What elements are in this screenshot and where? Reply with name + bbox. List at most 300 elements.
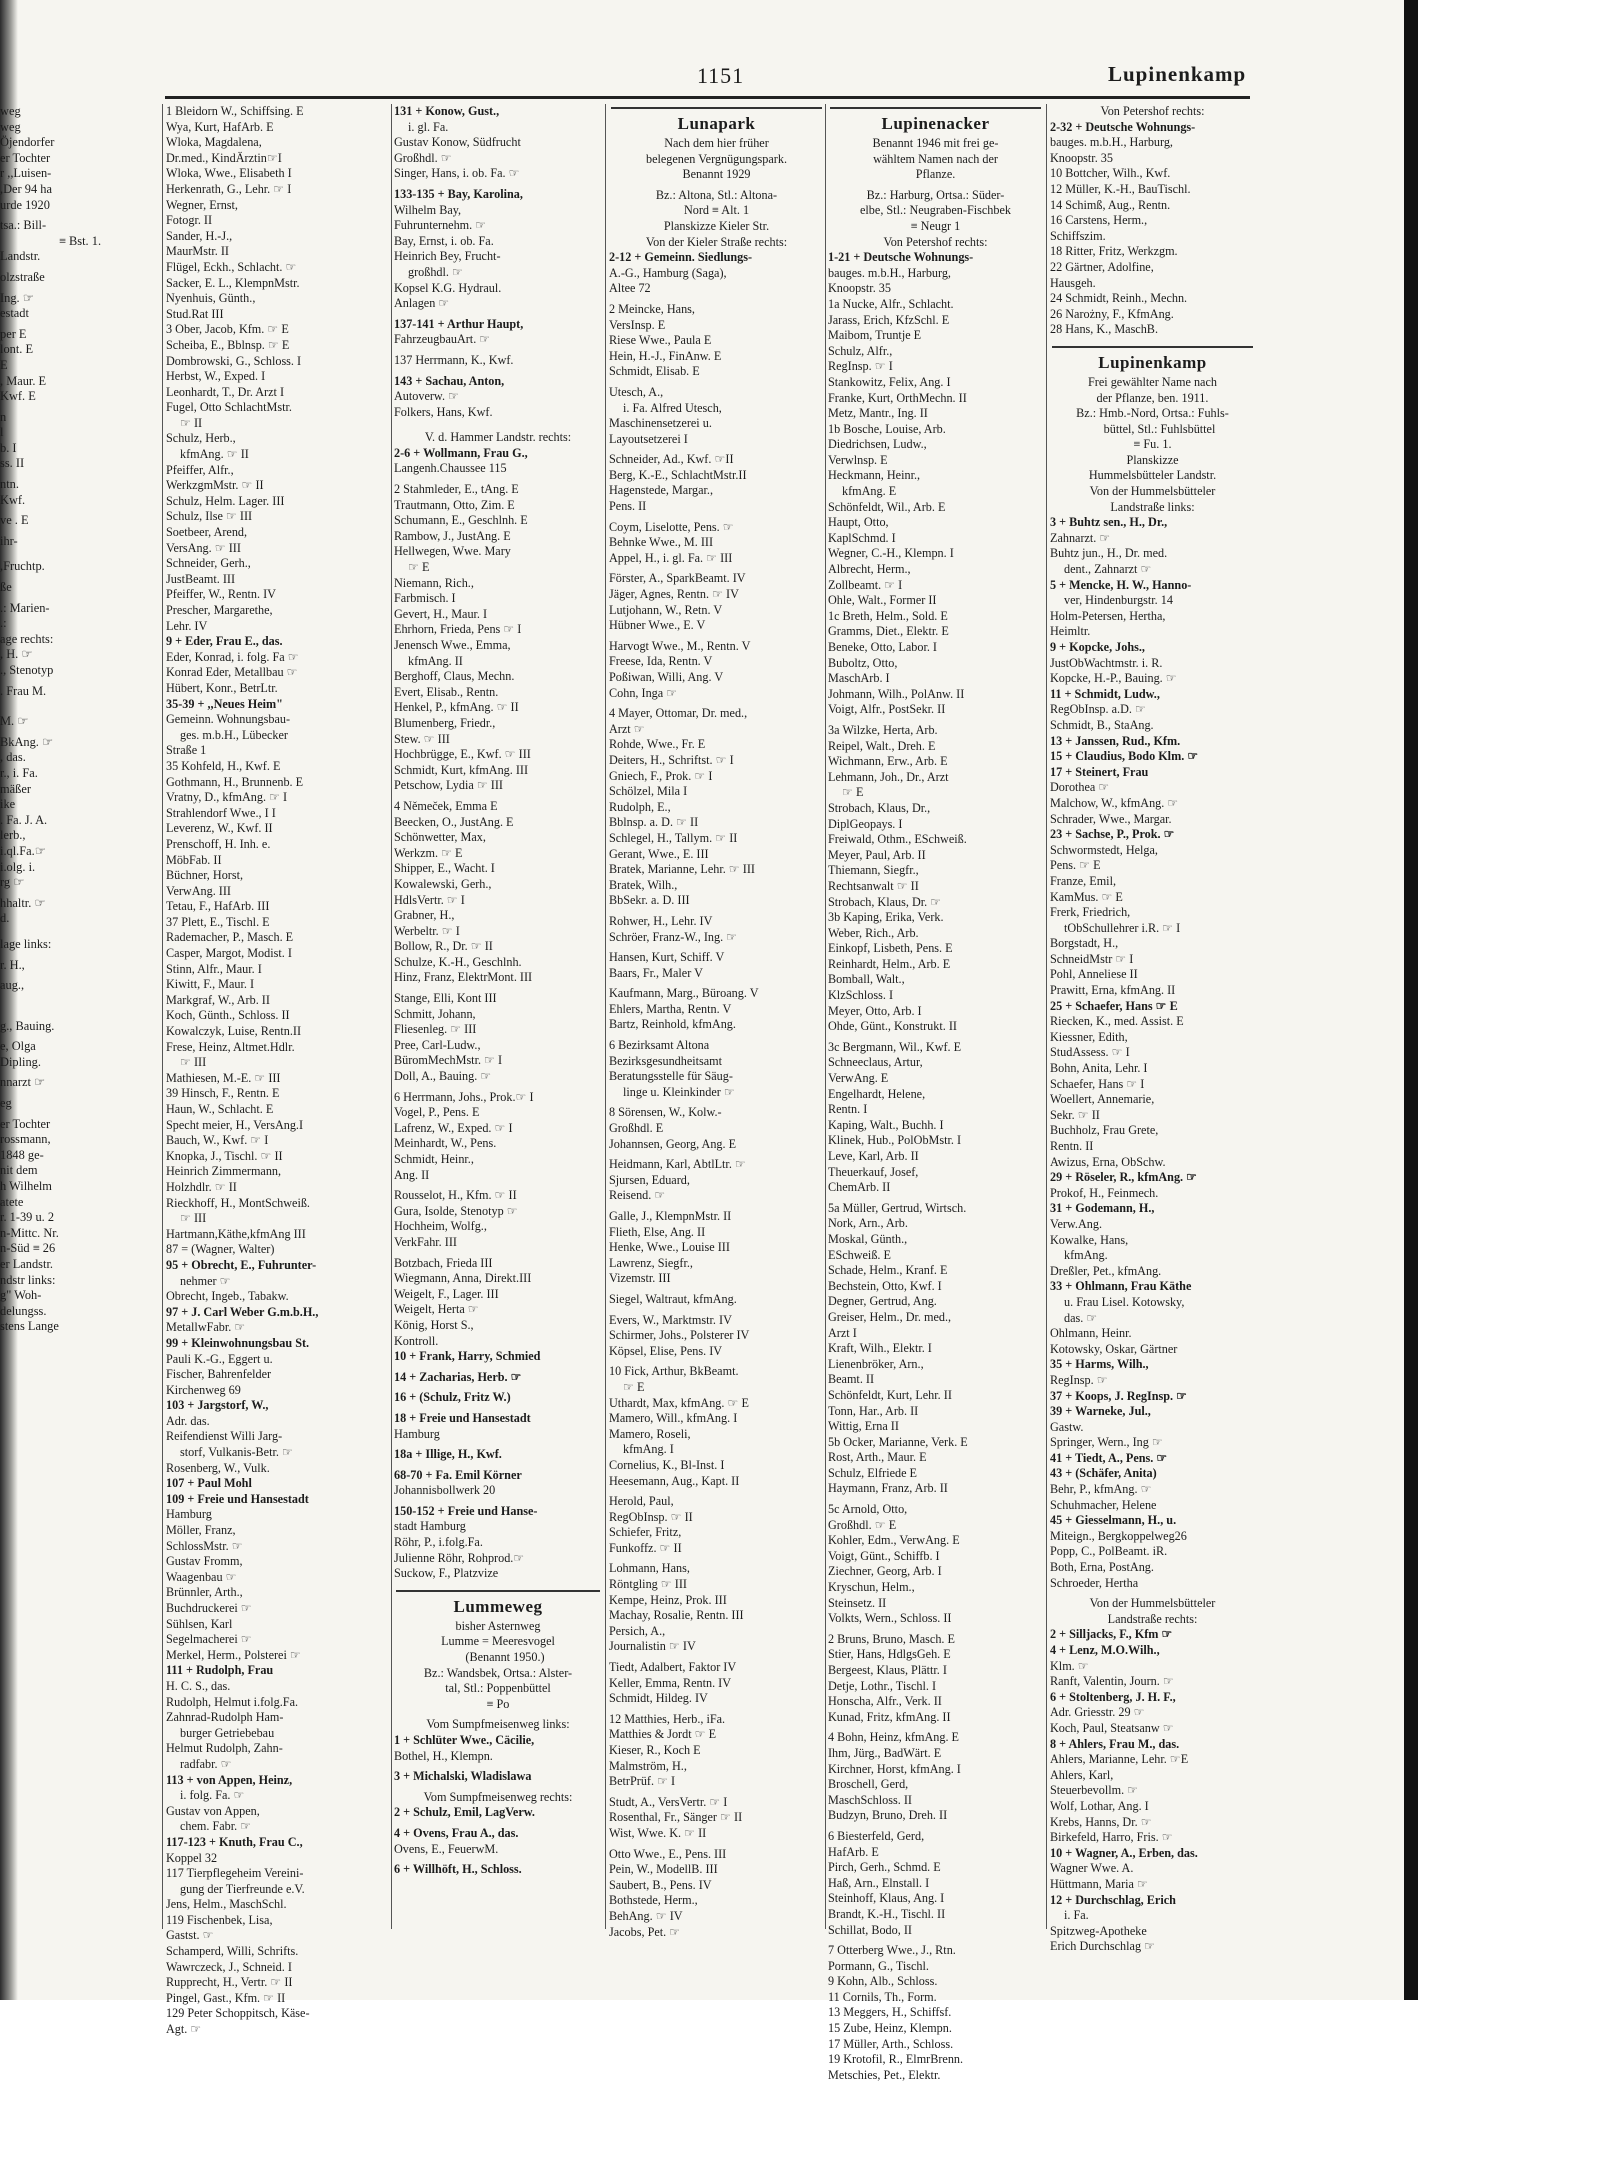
directory-line: 107 + Paul Mohl [166, 1476, 252, 1491]
directory-line: Landstraße links: [1110, 499, 1195, 514]
directory-line: Gastst. ☞ [166, 1928, 214, 1943]
directory-line: 18 + Freie und Hansestadt [394, 1410, 531, 1425]
section-rule [1052, 346, 1253, 348]
directory-line: 12 + Durchschlag, Erich [1050, 1892, 1176, 1907]
directory-line: Rentn. II [1050, 1139, 1094, 1153]
directory-line: ,Der 94 ha [0, 181, 52, 196]
directory-line: Maibom, Truntje E [828, 328, 922, 343]
directory-line: Berghoff, Claus, Mechn. [394, 669, 515, 684]
directory-line: Kryschun, Helm., [828, 1580, 915, 1595]
directory-line: dent., Zahnarzt ☞ [1064, 562, 1152, 577]
directory-line: Koch, Günth., Schloss. II [166, 1008, 290, 1023]
directory-line: . Frau M. [0, 683, 47, 698]
directory-line: 97 + J. Carl Weber G.m.b.H., [166, 1304, 319, 1319]
directory-line: nit dem [0, 1163, 38, 1178]
directory-line: Stud.Rat III [166, 306, 224, 321]
directory-line: 68-70 + Fa. Emil Körner [394, 1467, 522, 1482]
column-divider [605, 104, 606, 1929]
directory-line: Henkel, P., kfmAng. ☞ II [394, 700, 519, 715]
directory-line: Beamt. II [828, 1372, 875, 1387]
directory-line: Leonhardt, T., Dr. Arzt I [166, 384, 285, 399]
directory-line: Buhtz jun., H., Dr. med. [1050, 546, 1168, 561]
directory-line: Helmut Rudolph, Zahn- [166, 1741, 283, 1756]
directory-line: 2-12 + Gemeinn. Siedlungs- [609, 250, 753, 265]
directory-line: Rosenberg, W., Vulk. [166, 1460, 270, 1475]
directory-line: per E [0, 326, 27, 341]
directory-line: Ehrhorn, Frieda, Pens ☞ I [394, 622, 522, 637]
directory-line: Ohlmann, Heinr. [1050, 1326, 1132, 1341]
directory-line: MetallwFabr. ☞ [166, 1320, 246, 1335]
directory-line: Rechtsanwalt ☞ II [828, 878, 919, 893]
directory-line: Frei gewählter Name nach [1088, 374, 1217, 389]
directory-line: Ohle, Walt., Former II [828, 593, 937, 608]
directory-line: kfmAng. I [623, 1442, 674, 1457]
directory-line: Bomball, Walt., [828, 972, 905, 987]
directory-line: 3 Ober, Jacob, Kfm. ☞ E [166, 322, 289, 337]
directory-line: i.ql.Fa.☞ [0, 843, 46, 858]
directory-line: 87 = (Wagner, Walter) [166, 1242, 275, 1257]
directory-line: Sander, H.-J., [166, 228, 233, 243]
directory-line: BehAng. ☞ IV [609, 1908, 683, 1923]
directory-line: 1c Breth, Helm., Sold. E [828, 608, 948, 623]
street-heading: Lunapark [677, 114, 756, 133]
directory-line: Holzhdlr. ☞ II [166, 1179, 237, 1194]
directory-line: Vratny, D., kfmAng. ☞ I [166, 790, 288, 805]
directory-line: Keller, Emma, Rentn. IV [609, 1675, 732, 1690]
directory-line: Kirchenweg 69 [166, 1382, 241, 1397]
directory-line: Rousselot, H., Kfm. ☞ II [394, 1188, 517, 1203]
directory-line: 5c Arnold, Otto, [828, 1502, 908, 1517]
directory-line: Mathiesen, M.-E. ☞ III [166, 1070, 281, 1085]
directory-line: Koppel 32 [166, 1850, 218, 1865]
directory-line: Malmström, H., [609, 1758, 687, 1773]
directory-line: Haß, Arn., Elnstall. I [828, 1875, 930, 1890]
directory-line: Merkel, Herm., Polsterei ☞ [166, 1647, 301, 1662]
directory-line: 9 + Eder, Frau E., das. [166, 634, 283, 649]
directory-line: chem. Fabr. ☞ [180, 1819, 252, 1834]
directory-line: BkAng. ☞ [0, 734, 54, 749]
directory-line: Adr. Griesstr. 29 ☞ [1050, 1705, 1145, 1720]
directory-line: Harvogt Wwe., M., Rentn. V [609, 638, 751, 653]
directory-line: i. Fa. Alfred Utesch, [623, 400, 722, 415]
directory-line: 1-21 + Deutsche Wohnungs- [828, 250, 974, 265]
directory-line: Johannsen, Georg, Ang. E [609, 1136, 737, 1151]
directory-line: Schaefer, Hans ☞ I [1050, 1076, 1145, 1091]
directory-line: ☞ E [623, 1379, 645, 1394]
directory-line: Hüttmann, Maria ☞ [1050, 1876, 1148, 1891]
directory-line: delungss. [0, 1303, 47, 1318]
directory-line: Stew. ☞ III [394, 731, 450, 746]
directory-line: 19 Krotofil, R., ElmrBrenn. [828, 2052, 964, 2067]
directory-line: Heidmann, Karl, AbtlLtr. ☞ [609, 1157, 746, 1172]
directory-line: Pfeiffer, Alfr., [166, 462, 234, 477]
directory-line: Bz.: Hmb.-Nord, Ortsa.: Fuhls- [1076, 406, 1229, 421]
directory-line: 1a Nucke, Alfr., Schlacht. [828, 296, 954, 311]
directory-line: 16 Carstens, Herm., [1050, 213, 1148, 228]
directory-line: Dorothea ☞ [1050, 780, 1110, 795]
directory-line: 7 Otterberg Wwe., J., Rtn. [828, 1943, 956, 1958]
directory-line: Kopsel K.G. Hydraul. [394, 280, 502, 295]
directory-line: Tetau, F., HafArb. III [166, 899, 270, 914]
directory-line: Schiefer, Fritz, [609, 1525, 682, 1540]
directory-line: (Benannt 1950.) [465, 1650, 545, 1665]
directory-line: Röntgling ☞ III [609, 1577, 687, 1592]
directory-line: Thiemann, Siegfr., [828, 863, 919, 878]
directory-line: Ihm, Jürg., BadWärt. E [828, 1745, 942, 1760]
directory-line: 43 + (Schäfer, Anita) [1050, 1466, 1157, 1481]
directory-line: Gustav Konow, Südfrucht [394, 135, 521, 150]
directory-line: Pens. II [609, 499, 647, 514]
street-heading: Lupinenkamp [1098, 352, 1207, 372]
directory-line: 4 Němeček, Emma E [394, 798, 498, 813]
directory-line: Johannisbollwerk 20 [394, 1483, 496, 1498]
directory-line: Haun, W., Schlacht. E [166, 1102, 274, 1116]
directory-line: , Maur. E [0, 373, 47, 388]
directory-line: Schröer, Franz-W., Ing. ☞ [609, 929, 738, 944]
directory-line: Broschell, Gerd, [828, 1777, 909, 1792]
directory-line: Schulz, Elfriede E [828, 1465, 918, 1480]
directory-line: Schmidt, B., StaAng. [1050, 717, 1154, 732]
directory-line: Schölzel, Mila I [609, 784, 688, 799]
directory-line: burger Getriebebau [180, 1725, 275, 1740]
directory-line: r ,,Luisen- [0, 166, 52, 181]
directory-line: Rost, Arth., Maur. E [828, 1450, 927, 1465]
directory-line: lerb., [0, 828, 26, 843]
directory-line: Kowalczyk, Luise, Rentn.II [166, 1024, 302, 1039]
directory-line: Pfeiffer, W., Rentn. IV [166, 587, 276, 602]
directory-line: Meyer, Otto, Arb. I [828, 1003, 922, 1018]
directory-line: 13 Meggers, H., Schiffsf. [828, 2005, 952, 2020]
directory-line: Jäger, Agnes, Rentn. ☞ IV [609, 587, 739, 602]
directory-line: Matthies & Jordt ☞ E [609, 1727, 717, 1742]
directory-line: 8 + Ahlers, Frau M., das. [1050, 1736, 1180, 1751]
directory-line: 18 Ritter, Fritz, Werkzgm. [1050, 244, 1178, 259]
directory-line: Coym, Liselotte, Pens. ☞ [609, 519, 734, 534]
directory-line: Rohde, Wwe., Fr. E [609, 737, 706, 752]
directory-line: KaplSchmd. I [828, 530, 896, 545]
directory-line: 24 Schmidt, Reinh., Mechn. [1050, 291, 1188, 306]
directory-line: Bz.: Harburg, Ortsa.: Süder- [866, 187, 1005, 202]
directory-line: Siegel, Waltraut, kfmAng. [609, 1291, 737, 1306]
directory-line: Zollbeamt. ☞ I [828, 577, 903, 592]
directory-line: Greiser, Helm., Dr. med., [828, 1309, 952, 1324]
directory-line: A.-G., Hamburg (Saga), [609, 265, 727, 280]
directory-line: Gemeinn. Wohnungsbau- [166, 712, 291, 727]
directory-line: Wloka, Wwe., Elisabeth I [166, 166, 292, 181]
directory-line: 26 Narożny, F., KfmAng. [1050, 306, 1174, 321]
directory-line: Hausgeh. [1050, 275, 1096, 290]
directory-line: Autoverw. ☞ [394, 389, 459, 404]
directory-line: 3 + Buhtz sen., H., Dr., [1050, 515, 1168, 530]
directory-line: Volkts, Wern., Schloss. II [828, 1611, 952, 1626]
directory-line: urde 1920 [0, 197, 50, 212]
directory-line: er Landstr. [0, 1257, 53, 1271]
directory-line: Trautmann, Otto, Zim. E [394, 497, 515, 512]
directory-line: 1 Bleidorn W., Schiffsing. E [166, 104, 304, 118]
directory-line: Schirmer, Johs., Polsterer IV [609, 1328, 750, 1343]
directory-line: bisher Asternweg [455, 1618, 541, 1633]
directory-line: g" Woh- [0, 1288, 42, 1303]
directory-line: Rentn. I [828, 1102, 868, 1117]
directory-line: Klinek, Hub., PolObMstr. I [828, 1133, 962, 1148]
directory-line: Lienenbröker, Arn., [828, 1356, 924, 1371]
directory-line: Koch, Paul, Steatsanw ☞ [1050, 1720, 1174, 1735]
directory-line: Henke, Wwe., Louise III [609, 1240, 730, 1255]
directory-line: ☞ III [180, 1211, 207, 1226]
directory-line: Hübner Wwe., E. V [609, 618, 706, 633]
directory-line: 14 Schimß, Aug., Rentn. [1050, 197, 1171, 212]
directory-line: Schmitt, Johann, [394, 1006, 476, 1021]
directory-line: V. d. Hammer Landstr. rechts: [424, 430, 572, 445]
directory-line: 95 + Obrecht, E., Fuhrunter- [166, 1257, 317, 1272]
directory-line: Dipling. [0, 1054, 41, 1069]
directory-line: 2 + Schulz, Emil, LagVerw. [394, 1805, 535, 1820]
directory-line: Flieth, Else, Ang. II [609, 1224, 706, 1239]
directory-line: stadt Hamburg [394, 1519, 466, 1534]
directory-line: Knopka, J., Tischl. ☞ II [166, 1148, 283, 1163]
directory-line: Schumann, E., Geschlnh. E [394, 513, 528, 528]
directory-line: Maschinensetzerei u. [609, 416, 712, 431]
directory-line: Steinhoff, Klaus, Ang. I [828, 1891, 945, 1906]
directory-line: Casper, Margot, Modist. I [166, 946, 292, 961]
directory-line: VerkFahr. III [394, 1234, 457, 1249]
directory-line: Schmidt, Heinr., [394, 1152, 474, 1166]
directory-line: Gothmann, H., Brunnenb. E [166, 774, 304, 789]
directory-line: Mamero, Roseli, [609, 1426, 691, 1441]
directory-line: Gustav Fromm, [166, 1554, 243, 1569]
directory-line: Holm-Petersen, Hertha, [1050, 608, 1166, 623]
directory-line: Riecken, K., med. Assist. E [1050, 1014, 1184, 1029]
directory-line: Suckow, F., Platzvize [394, 1566, 499, 1581]
directory-line: Bergeest, Klaus, Plättr. I [828, 1663, 947, 1677]
directory-line: BüromMechMstr. ☞ I [394, 1053, 503, 1068]
directory-line: ESchweiß. E [828, 1247, 891, 1262]
directory-line: Funkoffz. ☞ II [609, 1540, 682, 1555]
directory-line: 6 + Willhöft, H., Schloss. [394, 1862, 522, 1877]
directory-line: VerwAng. III [166, 883, 231, 898]
directory-line: Springer, Wern., Ing ☞ [1050, 1435, 1163, 1450]
directory-line: lage links: [0, 936, 52, 951]
directory-line: Sekr. ☞ II [1050, 1107, 1100, 1122]
directory-line: Zahnarzt. ☞ [1050, 530, 1111, 545]
directory-line: Röhr, P., i.folg.Fa. [394, 1535, 483, 1550]
directory-line: nnarzt ☞ [0, 1075, 46, 1090]
directory-line: Doll, A., Bauing. ☞ [394, 1069, 492, 1084]
directory-line: Reisend. ☞ [609, 1188, 666, 1203]
directory-line: 14 + Zacharias, Herb. ☞ [394, 1369, 522, 1384]
directory-line: Pauli K.-G., Eggert u. [166, 1351, 273, 1366]
directory-line: Wloka, Magdalena, [166, 135, 262, 150]
directory-line: Rambow, J., JustAng. E [394, 528, 511, 543]
directory-line: bauges. m.b.H., Harburg, [1050, 135, 1173, 150]
header-rule [165, 96, 1250, 99]
directory-line: 2 Meincke, Hans, [609, 301, 695, 316]
directory-line: .: [0, 616, 7, 631]
directory-line: 129 Peter Schoppitsch, Käse- [166, 2006, 310, 2021]
directory-line: 137 Herrmann, K., Kwf. [394, 352, 514, 367]
directory-line: Schrader, Wwe., Margar. [1050, 811, 1172, 826]
directory-line: Johmann, Wilh., PolAnw. II [828, 686, 965, 701]
directory-line: Hansen, Kurt, Schiff. V [609, 950, 725, 965]
page-edge [1404, 0, 1418, 2000]
directory-line: Jacobs, Pet. ☞ [609, 1924, 681, 1939]
directory-line: Otto Wwe., E., Pens. III [609, 1846, 727, 1861]
directory-line: Reinhardt, Helm., Arb. E [828, 956, 951, 971]
directory-line: 41 + Tiedt, A., Pens. ☞ [1050, 1450, 1168, 1465]
directory-line: Kaping, Walt., Buchh. I [828, 1117, 944, 1132]
directory-line: Cornelius, K., Bl-Inst. I [609, 1457, 725, 1472]
directory-line: Riese Wwe., Paula E [609, 333, 712, 348]
directory-line: 1 + Schlüter Wwe., Cäcilie, [394, 1733, 535, 1747]
directory-line: Cohn, Inga ☞ [609, 685, 678, 700]
directory-line: 37 Plett, E., Tischl. E [166, 914, 270, 929]
directory-line: Shipper, E., Wacht. I [394, 861, 495, 876]
directory-line: Fotogr. II [166, 213, 213, 228]
directory-line: Altee 72 [609, 281, 651, 296]
directory-line: 12 Müller, K.-H., BauTischl. [1050, 181, 1191, 196]
directory-line: Kunad, Fritz, kfmAng. II [828, 1709, 951, 1724]
directory-line: Both, Erna, PostAng. [1050, 1560, 1154, 1575]
directory-line: Lafrenz, W., Exped. ☞ I [394, 1120, 513, 1135]
directory-line: Kwf. [0, 492, 26, 507]
directory-line: lont. E [0, 342, 34, 357]
directory-line: Tiedt, Adalbert, Faktor IV [609, 1660, 737, 1675]
directory-line: Bohn, Anita, Lehr. I [1050, 1061, 1148, 1076]
directory-line: ≡ Bst. 1. [58, 233, 102, 248]
directory-line: Lawrenz, Siegfr., [609, 1255, 693, 1270]
directory-line: kfmAng. E [842, 484, 897, 499]
directory-line: Langenh.Chaussee 115 [394, 461, 507, 476]
directory-line: Freiwald, Othm., ESchweiß. [828, 832, 967, 847]
directory-line: Lohmann, Hans, [609, 1561, 690, 1576]
directory-line: ., Stenotyp [0, 663, 54, 677]
directory-line: storf, Vulkanis-Betr. ☞ [180, 1445, 293, 1460]
directory-line: Strobach, Klaus, Dr., [828, 800, 931, 815]
directory-line: tsa.: Bill- [0, 218, 47, 233]
directory-line: Fuhrunternehm. ☞ [394, 218, 487, 233]
directory-line: Öjendorfer [0, 135, 55, 150]
directory-line: Schamperd, Willi, Schrifts. [166, 1944, 299, 1959]
directory-line: BbSekr. a. D. III [609, 893, 690, 908]
directory-line: Machay, Rosalie, Rentn. III [609, 1608, 744, 1623]
directory-line: Kiwitt, F., Maur. I [166, 977, 255, 992]
directory-line: 35 + Harms, Wilh., [1050, 1357, 1149, 1372]
directory-line: FahrzeugbauArt. ☞ [394, 332, 491, 347]
directory-line: Moskal, Günth., [828, 1231, 908, 1246]
directory-line: ☞ E [842, 785, 864, 800]
directory-line: Evers, W., Marktmstr. IV [609, 1312, 732, 1327]
directory-line: Von der Hummelsbütteler [1089, 1596, 1216, 1611]
directory-line: Schillat, Bodo, II [828, 1922, 912, 1937]
directory-line: Knoopstr. 35 [1050, 150, 1113, 165]
directory-line: KamMus. ☞ E [1050, 889, 1123, 904]
directory-line: age rechts: [0, 631, 54, 646]
directory-line: Beecken, O., JustAng. E [394, 814, 514, 829]
directory-line: kfmAng. ☞ II [180, 447, 249, 462]
directory-line: Bothel, H., Klempn. [394, 1748, 493, 1763]
page-number: 1151 [697, 63, 745, 88]
directory-line: Miteign., Bergkoppelweg26 [1050, 1528, 1187, 1543]
directory-line: 119 Fischenbek, Lisa, [166, 1912, 273, 1927]
directory-line: Engelhardt, Helene, [828, 1086, 926, 1101]
directory-line: Lumme = Meeresvogel [441, 1634, 555, 1649]
directory-line: Birkefeld, Harro, Fris. ☞ [1050, 1830, 1173, 1845]
directory-line: Prokof, H., Feinmech. [1050, 1185, 1159, 1200]
directory-line: Pens. ☞ E [1050, 858, 1101, 873]
directory-line: Stier, Hans, HdlgsGeh. E [828, 1647, 951, 1662]
directory-line: Vogel, P., Pens. E [394, 1105, 480, 1120]
directory-line: Beratungsstelle für Säug- [609, 1069, 733, 1084]
directory-line: MaurMstr. II [166, 244, 229, 259]
directory-line: tal, Stl.: Poppenbüttel [445, 1681, 551, 1696]
directory-line: b. I [0, 440, 17, 455]
directory-line: Persich, A., [609, 1623, 666, 1638]
directory-line: 3 + Michalski, Wladislawa [394, 1769, 532, 1784]
directory-line: Berg, K.-E., SchlachtMstr.II [609, 467, 747, 482]
directory-line: Bartz, Reinhold, kfmAng. [609, 1017, 736, 1032]
directory-line: 2-32 + Deutsche Wohnungs- [1050, 119, 1196, 134]
directory-line: 16 + (Schulz, Fritz W.) [394, 1390, 511, 1405]
directory-line: büttel, Stl.: Fuhlsbüttel [1103, 421, 1216, 436]
directory-line: Pree, Carl-Ludw., [394, 1037, 481, 1052]
directory-line: 4 Mayer, Ottomar, Dr. med., [609, 706, 748, 721]
directory-line: Ranft, Valentin, Journ. ☞ [1050, 1674, 1174, 1689]
directory-line: Hinz, Franz, ElektrMont. III [394, 970, 533, 985]
column-divider [1046, 104, 1047, 1929]
directory-line: Wiegmann, Anna, Direkt.III [394, 1271, 532, 1286]
directory-line: Heckmann, Heinr., [828, 468, 921, 483]
directory-line: Weigelt, Herta ☞ [394, 1302, 479, 1317]
directory-line: 2-6 + Wollmann, Frau G., [394, 445, 528, 460]
directory-line: Rohwer, H., Lehr. IV [609, 913, 713, 928]
directory-line: 3c Bergmann, Wil., Kwf. E [828, 1039, 962, 1054]
directory-line: 39 Hinsch, F., Rentn. E [166, 1086, 280, 1101]
directory-line: radfabr. ☞ [180, 1756, 232, 1771]
directory-line: . Fa. J. A. [0, 812, 48, 827]
directory-line: Sjursen, Eduard, [609, 1172, 690, 1187]
directory-line: Reipel, Walt., Dreh. E [828, 738, 936, 753]
directory-line: Schneider, Ad., Kwf. ☞II [609, 452, 734, 467]
directory-line: Meinhardt, W., Pens. [394, 1136, 497, 1151]
directory-line: Landstraße rechts: [1107, 1611, 1198, 1626]
directory-line: Schmidt, Kurt, kfmAng. III [394, 762, 529, 777]
directory-line: Scheiba, E., Bblnsp. ☞ E [166, 337, 290, 352]
directory-line: Hellwegen, Wwe. Mary [394, 544, 511, 559]
directory-line: Kowalke, Hans, [1050, 1232, 1129, 1247]
directory-line: Arzt ☞ [609, 721, 645, 736]
directory-line: Behr, P., kfmAng. ☞ [1050, 1482, 1152, 1497]
directory-line: großhdl. ☞ [408, 264, 463, 279]
directory-line: Büchner, Horst, [166, 868, 244, 883]
directory-line: 4 + Ovens, Frau A., das. [394, 1825, 519, 1840]
directory-line: Hein, H.-J., FinAnw. E [609, 348, 722, 363]
directory-line: Bz.: Wandsbek, Ortsa.: Alster- [423, 1665, 573, 1680]
directory-line: Wist, Wwe. K. ☞ II [609, 1825, 707, 1840]
directory-line: Ehlers, Martha, Rentn. V [609, 1001, 732, 1016]
directory-line: Gramms, Diet., Elektr. E [828, 624, 949, 639]
directory-line: Schulz, Alfr., [828, 343, 893, 358]
directory-line: , H. ☞ [0, 647, 33, 662]
directory-line: ndstr links: [0, 1272, 56, 1287]
directory-line: elbe, Stl.: Neugraben-Fischbek [860, 203, 1011, 218]
directory-line: 23 + Sachse, P., Prok. ☞ [1050, 827, 1175, 842]
directory-line: Vom Sumpfmeisenweg rechts: [423, 1789, 573, 1804]
column-2 [394, 104, 602, 1878]
directory-line: Krebs, Hanns, Dr. ☞ [1050, 1814, 1152, 1829]
directory-line: estadt [0, 306, 29, 321]
directory-line: Jarass, Erich, KfzSchl. E [828, 312, 950, 327]
directory-line: Stinn, Alfr., Maur. I [166, 961, 262, 976]
